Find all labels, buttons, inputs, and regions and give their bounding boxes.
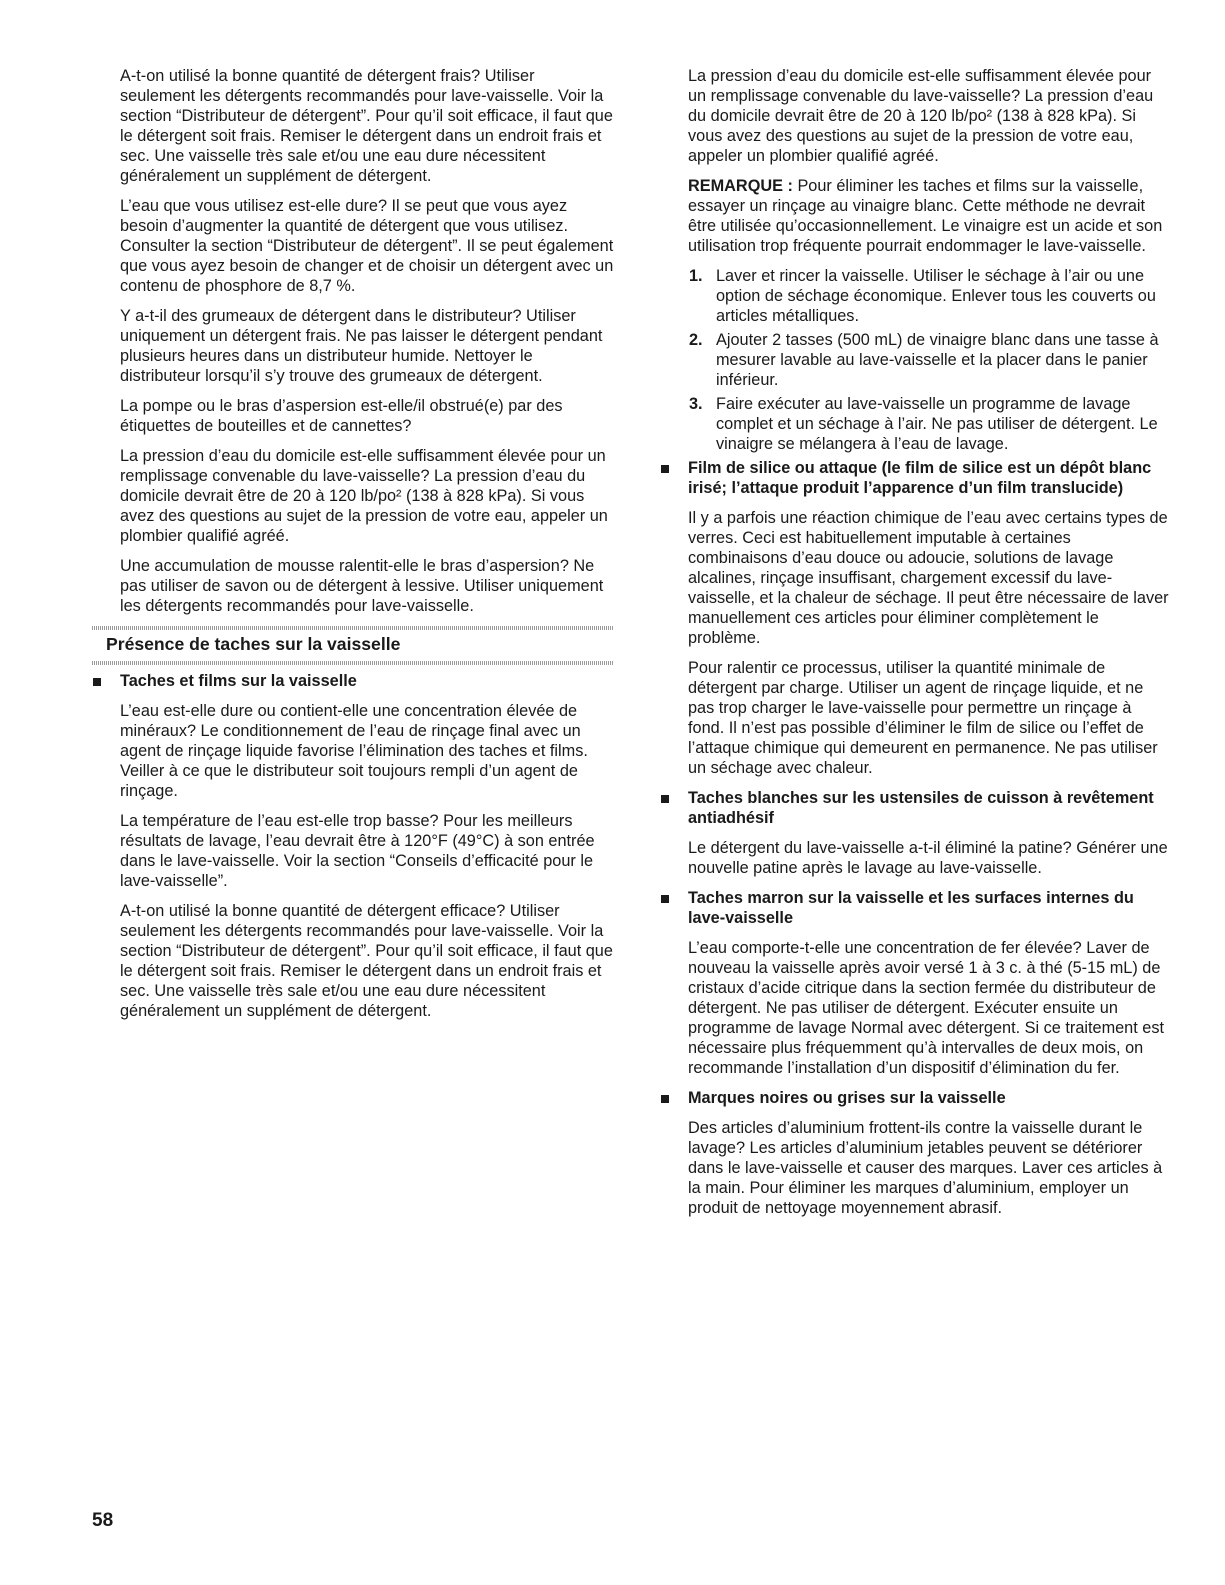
paragraph: L’eau comporte-t-elle une concentration de fer élevée? Laver de nouveau la vaisselle après avoir versé 1 à 3 c. à thé (5-15 mL) de cristaux d’acide citrique dans la section fermée du distributeur de détergent. Ne pas utiliser de détergent. Exécuter ensuite un programme de lavage Normal avec détergent. Si ce traitement est nécessaire plus fréquemment qu’à intervalles de deux mois, on recommande l’installation d’un dispositif d’élimination du fer. (688, 939, 1165, 1077)
bullet-square-icon (661, 895, 669, 903)
section-rule-top (92, 626, 614, 630)
paragraph: Pour ralentir ce processus, utiliser la quantité minimale de détergent par charge. Utiliser un agent de rinçage liquide, et ne pas trop charger le lave-vaisselle pour permettre un rinçage à fond. Il n’est pas possible d’éliminer le film de silice ou l’effet de l’attaque chimique qui demeurent en permanence. Ne pas utiliser un séchage avec chaleur. (688, 659, 1158, 777)
left-top-paragraphs (92, 66, 614, 616)
paragraph: L’eau est-elle dure ou contient-elle une concentration élevée de minéraux? Le conditionnement de l’eau de rinçage final avec un agent de rinçage liquide favorise l’élimination des taches et films. Veiller à ce que le distributeur soit toujours rempli d’un agent de rinçage. (120, 702, 588, 800)
bullet-heading (92, 671, 614, 691)
bullet-square-icon (661, 1095, 669, 1103)
bullet-heading-text: Taches marron sur la vaisselle et les surfaces internes du lave-vaisselle (688, 889, 1134, 927)
note-paragraph (688, 176, 1170, 256)
paragraph: La pression d’eau du domicile est-elle suffisamment élevée pour un remplissage convenable du lave-vaisselle? La pression d’eau du domicile devrait être de 20 à 120 lb/po² (138 à 828 kPa). Si vous avez des questions au sujet de la pression de votre eau, appeler un plombier qualifié agréé. (688, 67, 1154, 165)
step-item (688, 266, 1170, 326)
note-label: REMARQUE : (688, 177, 793, 195)
bullet-square-icon (93, 678, 101, 686)
section-header (92, 626, 614, 665)
left-column (92, 66, 614, 1031)
section-rule-bottom (92, 661, 614, 665)
silice-paragraphs (660, 508, 1170, 778)
step-item (688, 330, 1170, 390)
bullet-square-icon (661, 465, 669, 473)
step-text: Faire exécuter au lave-vaisselle un programme de lavage complet et un séchage à l’air. Ne pas utiliser de détergent. Le vinaigre se mélangera à l’eau de lavage. (716, 395, 1158, 453)
bullet-heading (660, 1088, 1170, 1108)
right-column (660, 66, 1170, 1228)
bullet-heading-text: Film de silice ou attaque (le film de silice est un dépôt blanc irisé; l’attaque produit l’apparence d’un film translucide) (688, 459, 1152, 497)
paragraph: La température de l’eau est-elle trop basse? Pour les meilleurs résultats de lavage, l’eau devrait être à 120°F (49°C) à son entrée dans le lave-vaisselle. Voir la section “Conseils d’efficacité pour le lave-vaisselle”. (120, 812, 595, 890)
paragraph: A-t-on utilisé la bonne quantité de détergent frais? Utiliser seulement les détergents recommandés pour lave-vaisselle. Voir la section “Distributeur de détergent”. Pour qu’il soit efficace, il faut que le détergent soit frais. Remiser le détergent dans un endroit frais et sec. Une vaisselle très sale et/ou une eau dure nécessitent généralement un supplément de détergent. (120, 67, 613, 185)
step-text: Ajouter 2 tasses (500 mL) de vinaigre blanc dans une tasse à mesurer lavable au lave-vaisselle et la placer dans le panier inférieur. (716, 331, 1159, 389)
steps-list (688, 266, 1170, 454)
right-top-block (660, 66, 1170, 454)
step-number: 1. (689, 267, 703, 285)
bullet-heading (660, 888, 1170, 928)
patine-paragraph (660, 838, 1170, 878)
paragraph: La pompe ou le bras d’aspersion est-elle/il obstrué(e) par des étiquettes de bouteilles et de cannettes? (120, 397, 563, 435)
bullet-heading-text: Taches et films sur la vaisselle (120, 672, 357, 690)
fer-paragraph (660, 938, 1170, 1078)
paragraph: Des articles d’aluminium frottent-ils contre la vaisselle durant le lavage? Les articles d’aluminium jetables peuvent se détériorer dans le lave-vaisselle et causer des marques. Laver ces articles à la main. Pour éliminer les marques d’aluminium, employer un produit de nettoyage moyennement abrasif. (688, 1119, 1163, 1217)
bullet-heading (660, 788, 1170, 828)
step-item (688, 394, 1170, 454)
alu-paragraph (660, 1118, 1170, 1218)
bullet-square-icon (661, 795, 669, 803)
bullet-heading-text: Taches blanches sur les ustensiles de cuisson à revêtement antiadhésif (688, 789, 1154, 827)
paragraph: L’eau que vous utilisez est-elle dure? Il se peut que vous ayez besoin d’augmenter la quantité de détergent que vous utilisez. Consulter la section “Distributeur de détergent”. Il se peut également que vous ayez besoin de changer et de choisir un détergent avec un contenu de phosphore de 8,7 %. (120, 197, 614, 295)
step-number: 2. (689, 331, 703, 349)
left-bottom-paragraphs (92, 701, 614, 1021)
paragraph: La pression d’eau du domicile est-elle suffisamment élevée pour un remplissage convenable du lave-vaisselle? La pression d’eau du domicile devrait être de 20 à 120 lb/po² (138 à 828 kPa). Si vous avez des questions au sujet de la pression de votre eau, appeler un plombier qualifié agréé. (120, 447, 608, 545)
step-text: Laver et rincer la vaisselle. Utiliser le séchage à l’air ou une option de séchage économique. Enlever tous les couverts ou articles métalliques. (716, 267, 1156, 325)
section-title: Présence de taches sur la vaisselle (106, 634, 401, 654)
bullet-heading (660, 458, 1170, 498)
paragraph: A-t-on utilisé la bonne quantité de détergent efficace? Utiliser seulement les détergents recommandés pour lave-vaisselle. Voir la section “Distributeur de détergent”. Pour qu’il soit efficace, il faut que le détergent soit frais. Remiser le détergent dans un endroit frais et sec. Une vaisselle très sale et/ou une eau dure nécessitent généralement un supplément de détergent. (120, 902, 613, 1020)
paragraph: Le détergent du lave-vaisselle a-t-il éliminé la patine? Générer une nouvelle patine après le lavage au lave-vaisselle. (688, 839, 1168, 877)
step-number: 3. (689, 395, 703, 413)
page-number: 58 (92, 1510, 114, 1531)
bullet-heading-text: Marques noires ou grises sur la vaisselle (688, 1089, 1006, 1107)
paragraph: Il y a parfois une réaction chimique de l’eau avec certains types de verres. Ceci est habituellement imputable à certaines combinaisons d’eau douce ou adoucie, solutions de lavage alcalines, rinçage insuffisant, chargement excessif du lave-vaisselle, et la chaleur de séchage. Il peut être nécessaire de laver manuellement ces articles pour éliminer complètement le problème. (688, 509, 1169, 647)
paragraph: Une accumulation de mousse ralentit-elle le bras d’aspersion? Ne pas utiliser de savon ou de détergent à lessive. Utiliser uniquement les détergents recommandés pour lave-vaisselle. (120, 557, 604, 615)
paragraph: Y a-t-il des grumeaux de détergent dans le distributeur? Utiliser uniquement un détergent frais. Ne pas laisser le détergent pendant plusieurs heures dans un distributeur humide. Nettoyer le distributeur lorsqu’il s’y trouve des grumeaux de détergent. (120, 307, 603, 385)
note-text: Pour éliminer les taches et films sur la vaisselle, essayer un rinçage au vinaigre blanc. Cette méthode ne devrait être utilisée qu’occasionnellement. Le vinaigre est un acide et son utilisation trop fréquente pourrait endommager le lave-vaisselle. (688, 177, 1163, 255)
